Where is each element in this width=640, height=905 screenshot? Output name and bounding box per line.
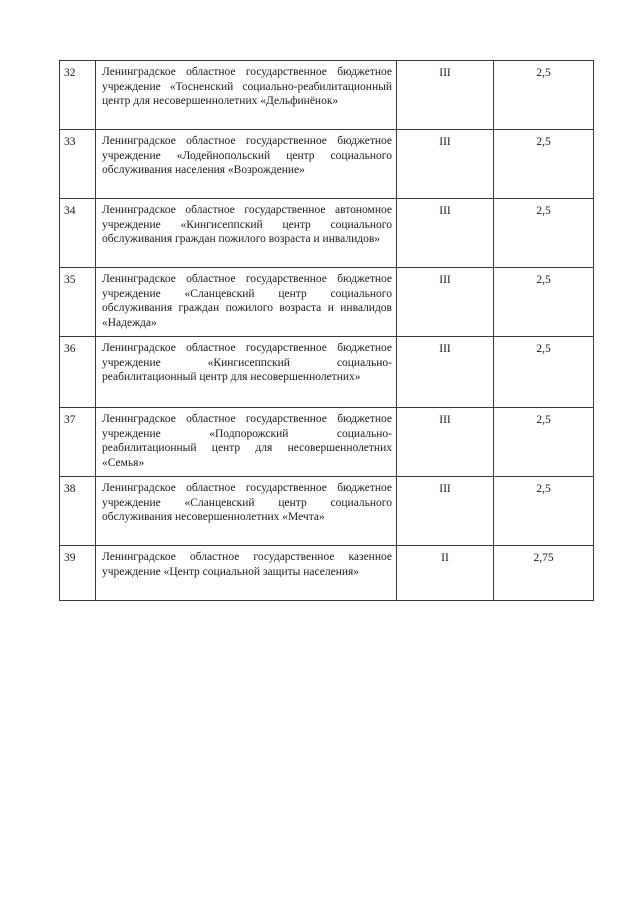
group-cell: III: [397, 408, 494, 477]
institution-name: Ленинградское областное государственное бюджетное учреждение «Сланцевский центр социального обслуживания несовершеннолетних «Мечта»: [102, 482, 392, 524]
table-row: [60, 199, 594, 268]
group-cell: II: [397, 546, 494, 601]
institution-name-cell: [96, 199, 397, 268]
row-number: 34: [60, 199, 96, 268]
row-number: 35: [60, 268, 96, 337]
coefficient-cell: 2,5: [494, 268, 594, 337]
institution-name-cell: [96, 61, 397, 130]
institution-name: Ленинградское областное государственное автономное учреждение «Кингисеппский центр социального обслуживания граждан пожилого возраста и инвалидов»: [102, 204, 392, 246]
institution-name: Ленинградское областное государственное бюджетное учреждение «Лодейнопольский центр социального обслуживания населения «Возрождение»: [102, 135, 392, 177]
row-number: 36: [60, 337, 96, 408]
institution-name: Ленинградское областное государственное бюджетное учреждение «Подпорожский социально-реабилитационный центр для несовершеннолетних «Семья»: [102, 413, 392, 469]
coefficient-cell: 2,5: [494, 130, 594, 199]
institutions-table: [59, 60, 594, 601]
institution-name-cell: [96, 130, 397, 199]
table-row: [60, 546, 594, 601]
group-cell: III: [397, 199, 494, 268]
institution-name-cell: [96, 477, 397, 546]
table-row: [60, 130, 594, 199]
coefficient-cell: 2,5: [494, 199, 594, 268]
coefficient-cell: 2,5: [494, 61, 594, 130]
institution-name-cell: [96, 337, 397, 408]
table-row: [60, 61, 594, 130]
table-row: [60, 477, 594, 546]
coefficient-cell: 2,5: [494, 477, 594, 546]
institution-name-cell: [96, 268, 397, 337]
row-number: 39: [60, 546, 96, 601]
row-number: 33: [60, 130, 96, 199]
group-cell: III: [397, 477, 494, 546]
group-cell: III: [397, 268, 494, 337]
institution-name-cell: [96, 546, 397, 601]
row-number: 38: [60, 477, 96, 546]
coefficient-cell: 2,75: [494, 546, 594, 601]
table-row: [60, 268, 594, 337]
group-cell: III: [397, 130, 494, 199]
group-cell: III: [397, 337, 494, 408]
coefficient-cell: 2,5: [494, 408, 594, 477]
institution-name: Ленинградское областное государственное бюджетное учреждение «Тосненский социально-реабилитационный центр для несовершеннолетних «Дельфинёнок»: [102, 66, 392, 108]
table-row: [60, 408, 594, 477]
row-number: 37: [60, 408, 96, 477]
institution-name-cell: [96, 408, 397, 477]
table-row: [60, 337, 594, 408]
institution-name: Ленинградское областное государственное казенное учреждение «Центр социальной защиты населения»: [102, 551, 392, 578]
institution-name: Ленинградское областное государственное бюджетное учреждение «Сланцевский центр социального обслуживания граждан пожилого возраста и инвалидов «Надежда»: [102, 273, 392, 329]
row-number: 32: [60, 61, 96, 130]
coefficient-cell: 2,5: [494, 337, 594, 408]
institution-name: Ленинградское областное государственное бюджетное учреждение «Кингисеппский социально-реабилитационный центр для несовершеннолетних»: [102, 342, 392, 384]
group-cell: III: [397, 61, 494, 130]
